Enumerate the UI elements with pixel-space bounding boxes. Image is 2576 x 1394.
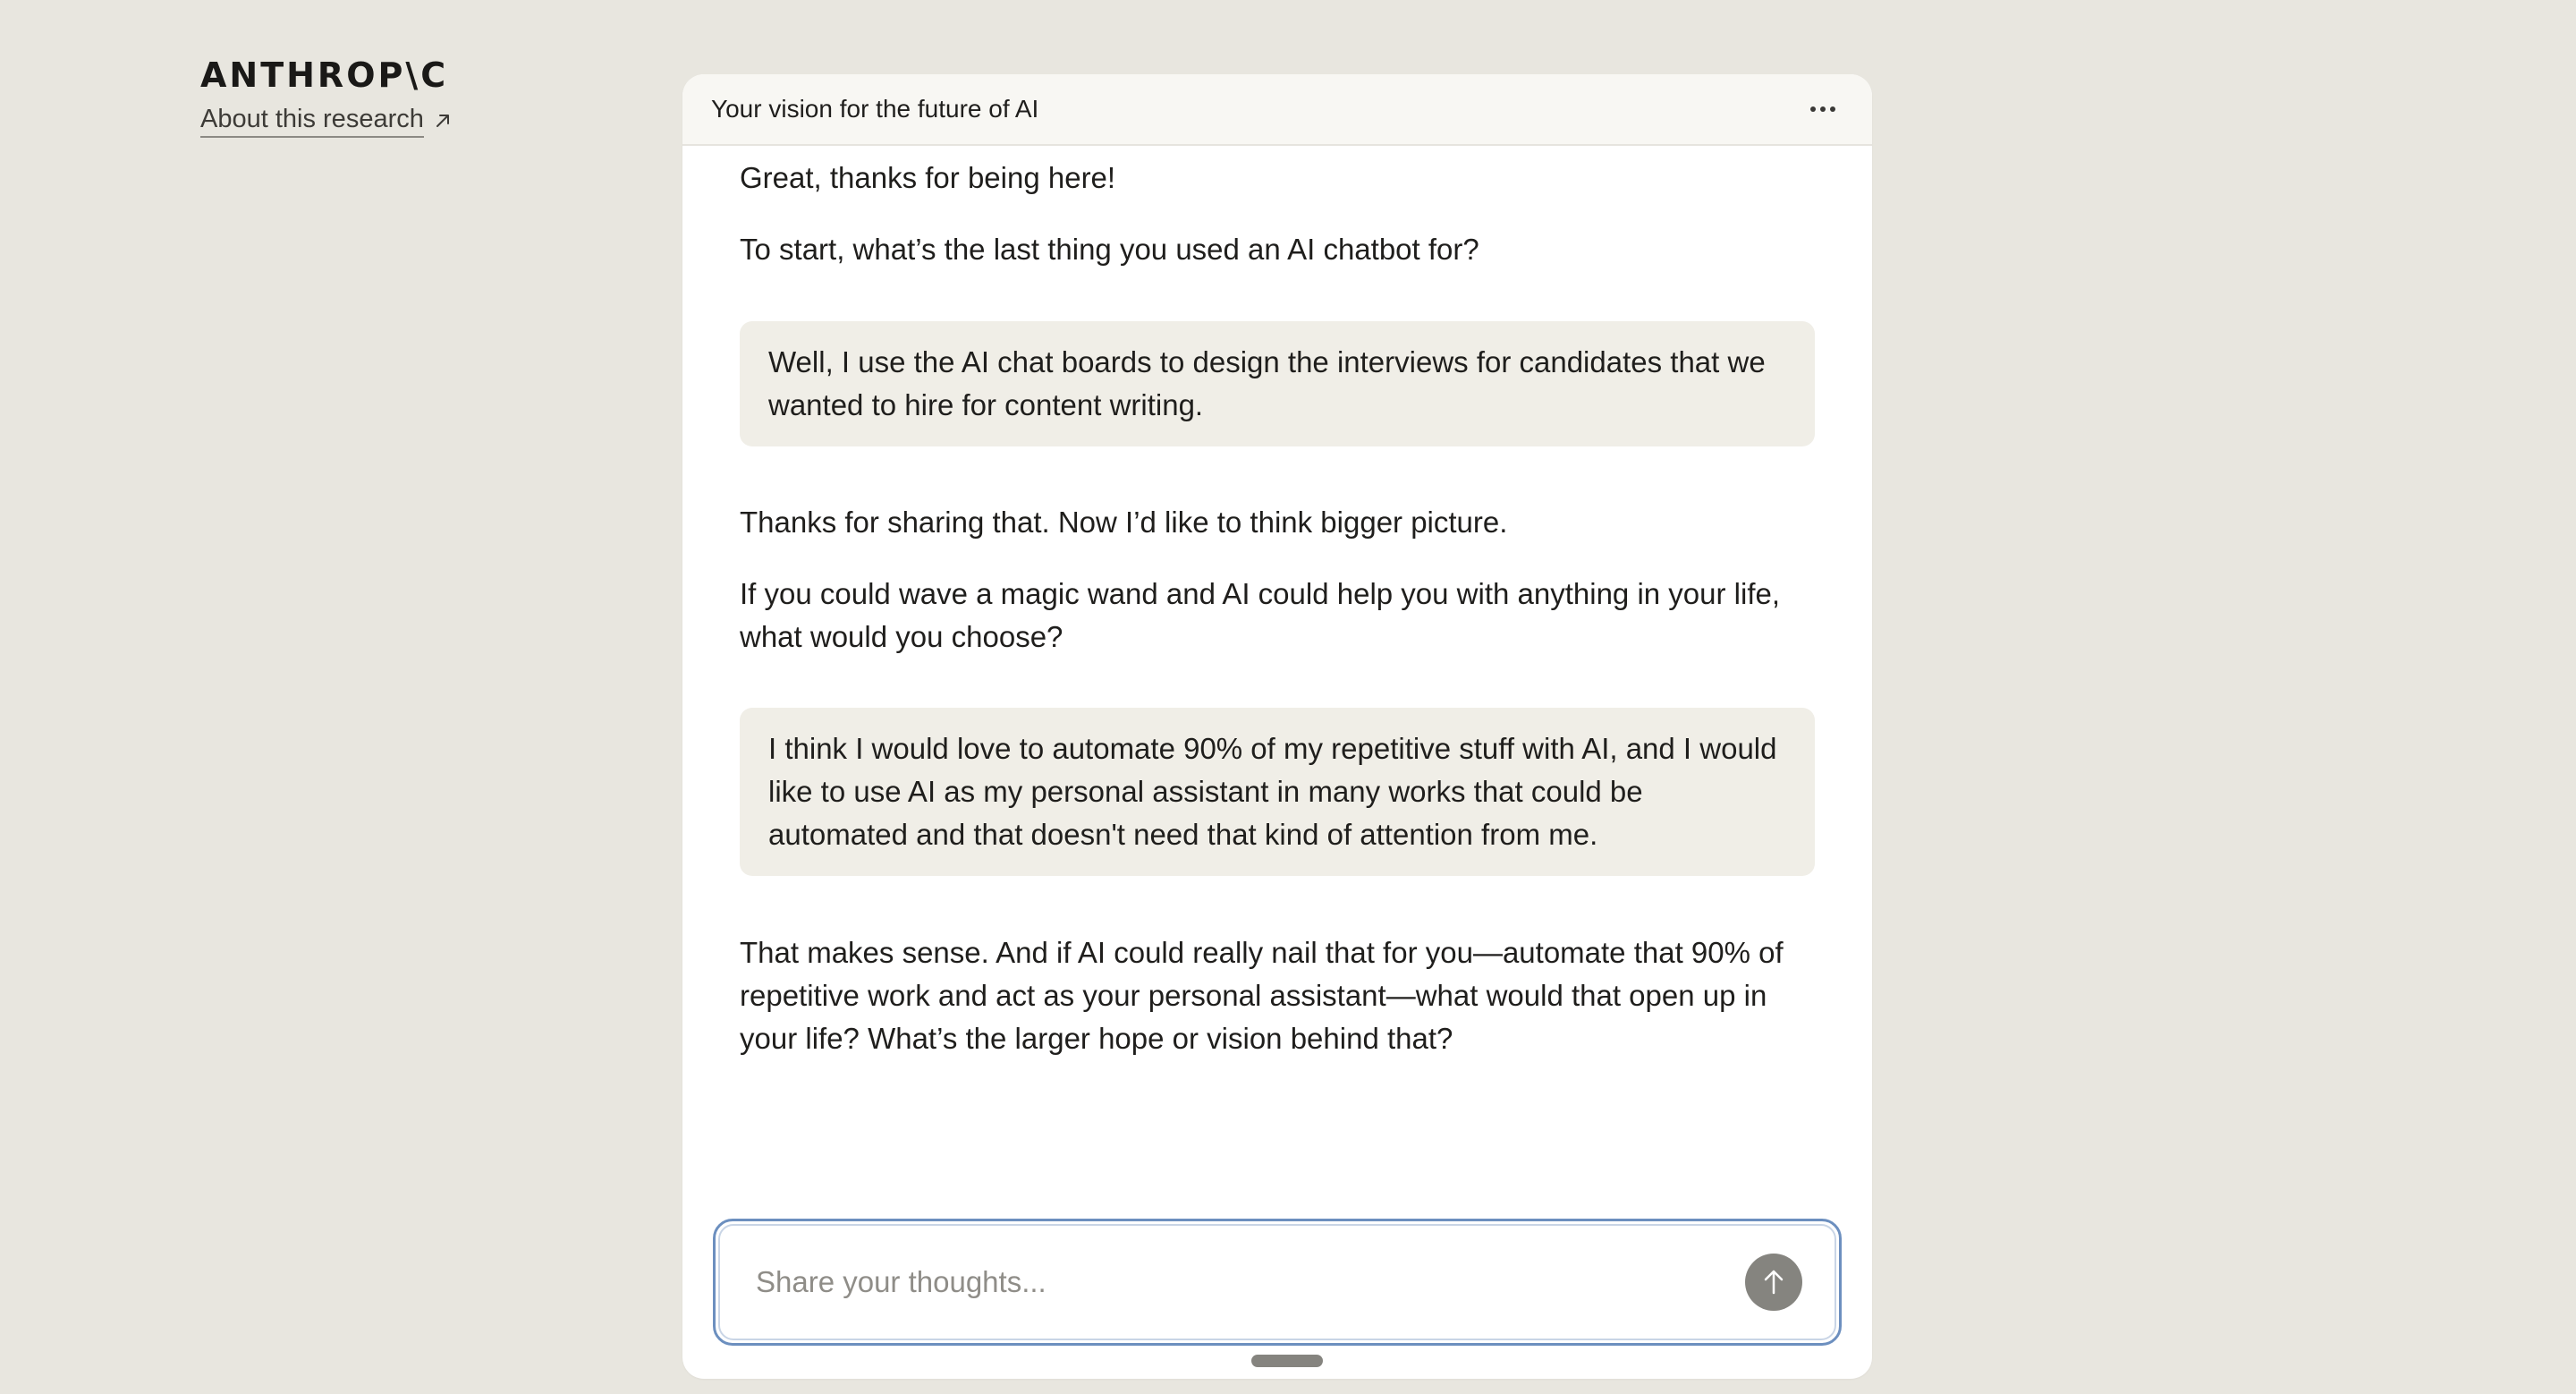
chat-panel: [682, 74, 1872, 1379]
about-research-link[interactable]: [200, 104, 453, 138]
arrow-up-icon: [1761, 1269, 1786, 1296]
assistant-message: [740, 501, 1815, 659]
chat-title: Your vision for the future of AI: [711, 95, 1039, 123]
chat-header: [682, 74, 1872, 146]
more-options-button[interactable]: [1802, 89, 1843, 130]
assistant-text: To start, what’s the last thing you used an AI chatbot for?: [740, 233, 1479, 266]
about-research-label: About this research: [200, 104, 424, 138]
assistant-text: Thanks for sharing that. Now I’d like to think bigger picture.: [740, 506, 1508, 539]
user-message: [740, 321, 1815, 446]
user-text: I think I would love to automate 90% of my repetitive stuff with AI, and I would like to use AI as my personal assistant in many works that could be automated and that doesn't need that kind of attention from me.: [768, 732, 1777, 851]
assistant-text: That makes sense. And if AI could really nail that for you—automate that 90% of repetitive work and act as your personal assistant—what would that open up in your life? What’s the larger hope or vision behind that?: [740, 936, 1784, 1055]
message-input[interactable]: [756, 1265, 1745, 1299]
anthropic-logo: ANTHROP\C: [200, 55, 449, 95]
assistant-message: [740, 157, 1815, 271]
resize-handle[interactable]: [1251, 1355, 1323, 1367]
arrow-up-right-icon: [433, 111, 453, 131]
assistant-text: Great, thanks for being here!: [740, 161, 1116, 194]
assistant-message: [740, 931, 1818, 1060]
message-input-container: [713, 1219, 1842, 1346]
assistant-text: If you could wave a magic wand and AI could help you with anything in your life, what would you choose?: [740, 577, 1781, 653]
user-text: Well, I use the AI chat boards to design the interviews for candidates that we wanted to hire for content writing.: [768, 345, 1766, 421]
ellipsis-icon: [1810, 106, 1816, 112]
brand-block: [200, 55, 558, 138]
send-button[interactable]: [1745, 1254, 1802, 1311]
user-message: [740, 708, 1815, 876]
